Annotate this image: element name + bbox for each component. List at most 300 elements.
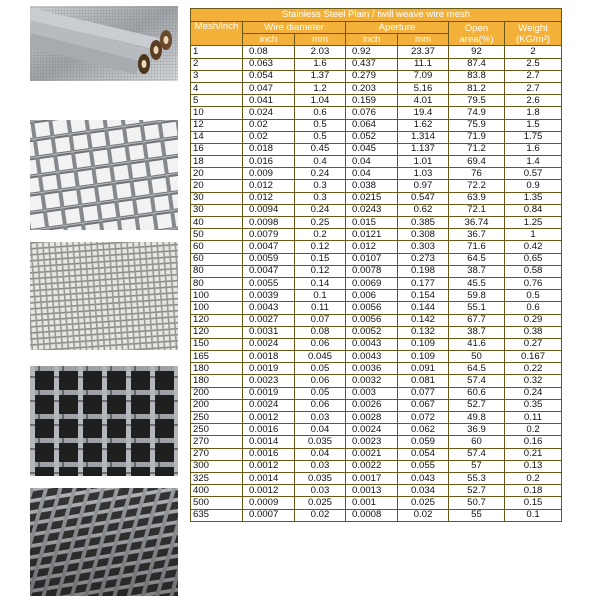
open-area-cell: 36.7 [449,229,505,241]
weight-cell: 0.11 [505,412,562,424]
wire-inch-cell: 0.054 [243,70,295,82]
table-row [191,70,562,82]
wire-inch-cell: 0.0031 [243,326,295,338]
aperture-inch-cell: 0.0008 [346,509,398,521]
wire-inch-cell: 0.08 [243,46,295,58]
open-area-cell: 74.9 [449,107,505,119]
aperture-inch-cell: 0.015 [346,217,398,229]
wire-inch-cell: 0.0012 [243,485,295,497]
aperture-inch-cell: 0.0032 [346,375,398,387]
wire-inch-cell: 0.0016 [243,448,295,460]
wire-inch-cell: 0.0059 [243,253,295,265]
rolls-of-wire-mesh-photo [30,6,178,81]
weight-cell: 2.7 [505,82,562,94]
open-area-cell: 87.4 [449,58,505,70]
table-title: Stainless Steel Plain / twill weave wire mesh [191,9,562,22]
open-area-cell: 38.7 [449,326,505,338]
mesh-cell: 250 [191,412,243,424]
aperture-mm-cell: 0.109 [398,338,449,350]
wire-inch-cell: 0.0024 [243,338,295,350]
weight-cell: 0.21 [505,448,562,460]
wire-inch-cell: 0.009 [243,168,295,180]
open-area-cell: 50 [449,351,505,363]
weight-cell: 0.32 [505,375,562,387]
mesh-cell: 180 [191,375,243,387]
mesh-cell: 10 [191,107,243,119]
aperture-mm-cell: 1.62 [398,119,449,131]
square-crimped-mesh-photo [30,366,178,476]
aperture-mm-cell: 11.1 [398,58,449,70]
wire-inch-cell: 0.0014 [243,472,295,484]
table-row [191,95,562,107]
weight-cell: 0.29 [505,314,562,326]
weight-cell: 0.22 [505,363,562,375]
weight-cell: 0.18 [505,485,562,497]
weight-cell: 0.5 [505,290,562,302]
weight-cell: 2.7 [505,70,562,82]
table-row [191,277,562,289]
table-row [191,399,562,411]
weight-cell: 1.6 [505,143,562,155]
aperture-inch-cell: 0.04 [346,168,398,180]
mesh-cell: 14 [191,131,243,143]
table-row [191,143,562,155]
weight-cell: 0.9 [505,180,562,192]
wire-mm-cell: 0.11 [295,302,346,314]
open-area-cell: 41.6 [449,338,505,350]
open-area-cell: 52.7 [449,399,505,411]
aperture-inch-cell: 0.0024 [346,424,398,436]
mesh-cell: 80 [191,277,243,289]
mesh-cell: 100 [191,290,243,302]
wire-mm-cell: 0.24 [295,204,346,216]
mesh-cell: 200 [191,387,243,399]
open-area-cell: 45.5 [449,277,505,289]
aperture-mm-cell: 0.62 [398,204,449,216]
aperture-mm-header: mm [398,34,449,46]
table-row [191,412,562,424]
mesh-cell: 100 [191,302,243,314]
aperture-inch-cell: 0.0243 [346,204,398,216]
open-area-cell: 52.7 [449,485,505,497]
table-row [191,192,562,204]
aperture-mm-cell: 0.273 [398,253,449,265]
aperture-mm-cell: 1.314 [398,131,449,143]
open-area-cell: 71.6 [449,241,505,253]
open-area-cell: 55.1 [449,302,505,314]
table-row [191,363,562,375]
aperture-mm-cell: 23.37 [398,46,449,58]
wire-mm-cell: 1.04 [295,95,346,107]
weight-cell: 0.76 [505,277,562,289]
open-area-cell: 69.4 [449,156,505,168]
table-row [191,217,562,229]
table-row [191,180,562,192]
aperture-mm-cell: 0.132 [398,326,449,338]
weight-cell: 0.27 [505,338,562,350]
wire-inch-cell: 0.02 [243,119,295,131]
table-row [191,448,562,460]
weight-cell: 0.2 [505,424,562,436]
open-area-cell: 64.5 [449,363,505,375]
aperture-inch-cell: 0.0107 [346,253,398,265]
aperture-inch-cell: 0.203 [346,82,398,94]
open-area-cell: 59.8 [449,290,505,302]
mesh-cell: 18 [191,156,243,168]
weight-cell: 0.42 [505,241,562,253]
open-area-cell: 79.5 [449,95,505,107]
aperture-inch-cell: 0.076 [346,107,398,119]
table-row [191,302,562,314]
table-row [191,168,562,180]
wire-inch-cell: 0.0009 [243,497,295,509]
mesh-cell: 50 [191,229,243,241]
aperture-inch-cell: 0.279 [346,70,398,82]
aperture-inch-cell: 0.0021 [346,448,398,460]
open-area-cell: 60.6 [449,387,505,399]
mesh-cell: 180 [191,363,243,375]
weight-cell: 0.57 [505,168,562,180]
aperture-inch-cell: 0.0052 [346,326,398,338]
open-area-cell: 72.2 [449,180,505,192]
mesh-cell: 80 [191,265,243,277]
mesh-cell: 270 [191,448,243,460]
wire-inch-cell: 0.0043 [243,302,295,314]
wire-inch-cell: 0.0016 [243,424,295,436]
wire-inch-cell: 0.012 [243,192,295,204]
weight-cell: 2.5 [505,58,562,70]
open-area-cell: 76 [449,168,505,180]
weight-cell: 1.4 [505,156,562,168]
weight-header-label: Weight (KG/m²) [515,22,551,45]
wire-inch-cell: 0.063 [243,58,295,70]
table-row [191,326,562,338]
aperture-mm-cell: 0.077 [398,387,449,399]
table-row [191,46,562,58]
table-row [191,253,562,265]
aperture-mm-cell: 4.01 [398,95,449,107]
aperture-mm-cell: 0.109 [398,351,449,363]
table-row [191,460,562,472]
wire-mm-cell: 1.2 [295,82,346,94]
mesh-cell: 4 [191,82,243,94]
weight-cell: 1 [505,229,562,241]
aperture-mm-cell: 0.067 [398,399,449,411]
open-area-header [449,22,505,46]
weight-cell: 0.35 [505,399,562,411]
wire-inch-cell: 0.0024 [243,399,295,411]
wire-mm-cell: 1.6 [295,58,346,70]
wire-mm-cell: 0.5 [295,131,346,143]
aperture-inch-cell: 0.0215 [346,192,398,204]
open-area-cell: 71.2 [449,143,505,155]
wire-mm-cell: 0.6 [295,107,346,119]
table-row [191,131,562,143]
aperture-mm-cell: 1.01 [398,156,449,168]
table-row [191,290,562,302]
open-area-cell: 81.2 [449,82,505,94]
wire-mm-cell: 0.45 [295,143,346,155]
wire-mm-cell: 0.025 [295,497,346,509]
aperture-mm-cell: 0.081 [398,375,449,387]
weight-cell: 0.58 [505,265,562,277]
aperture-mm-cell: 0.154 [398,290,449,302]
aperture-inch-cell: 0.0069 [346,277,398,289]
open-area-cell: 55.3 [449,472,505,484]
weight-cell: 0.15 [505,497,562,509]
mesh-cell: 120 [191,326,243,338]
aperture-mm-cell: 0.547 [398,192,449,204]
aperture-mm-cell: 0.177 [398,277,449,289]
table-row [191,387,562,399]
table-row [191,436,562,448]
open-area-cell: 60 [449,436,505,448]
aperture-inch-cell: 0.0056 [346,302,398,314]
table-body [191,46,562,521]
wire-mm-cell: 0.1 [295,290,346,302]
aperture-inch-header: inch [346,34,398,46]
wire-mm-cell: 0.07 [295,314,346,326]
table-row [191,375,562,387]
open-area-cell: 63.9 [449,192,505,204]
aperture-header: Aperture [346,22,449,34]
table-row [191,58,562,70]
wire-mm-cell: 0.05 [295,387,346,399]
wire-inch-cell: 0.0094 [243,204,295,216]
wire-mm-cell: 0.04 [295,424,346,436]
angled-woven-mesh-photo [30,488,178,596]
mesh-cell: 150 [191,338,243,350]
weight-cell: 0.84 [505,204,562,216]
open-area-cell: 83.8 [449,70,505,82]
aperture-inch-cell: 0.0013 [346,485,398,497]
aperture-inch-cell: 0.92 [346,46,398,58]
wire-inch-cell: 0.02 [243,131,295,143]
wire-mm-cell: 0.035 [295,472,346,484]
open-area-cell: 50.7 [449,497,505,509]
wire-inch-cell: 0.0098 [243,217,295,229]
wire-mm-cell: 0.5 [295,119,346,131]
aperture-mm-cell: 0.025 [398,497,449,509]
open-area-cell: 38.7 [449,265,505,277]
wire-inch-cell: 0.0079 [243,229,295,241]
mesh-cell: 60 [191,253,243,265]
weight-cell: 2.6 [505,95,562,107]
wire-inch-cell: 0.0039 [243,290,295,302]
table-row [191,424,562,436]
mesh-cell: 3 [191,70,243,82]
aperture-inch-cell: 0.045 [346,143,398,155]
open-area-cell: 72.1 [449,204,505,216]
aperture-inch-cell: 0.159 [346,95,398,107]
wire-mm-cell: 0.04 [295,448,346,460]
weight-cell: 0.13 [505,460,562,472]
open-area-cell: 92 [449,46,505,58]
aperture-inch-cell: 0.0043 [346,338,398,350]
wire-inch-cell: 0.024 [243,107,295,119]
weight-cell: 1.35 [505,192,562,204]
weight-cell: 0.16 [505,436,562,448]
wire-mm-cell: 0.3 [295,192,346,204]
open-area-cell: 57 [449,460,505,472]
open-area-cell: 55 [449,509,505,521]
table-row [191,472,562,484]
wire-mm-cell: 0.02 [295,509,346,521]
aperture-mm-cell: 0.043 [398,472,449,484]
aperture-inch-cell: 0.0121 [346,229,398,241]
wire-mesh-spec-table [190,8,562,522]
aperture-mm-cell: 0.385 [398,217,449,229]
aperture-inch-cell: 0.001 [346,497,398,509]
table-row [191,338,562,350]
wire-inch-cell: 0.016 [243,156,295,168]
wire-mm-cell: 0.03 [295,485,346,497]
mesh-cell: 120 [191,314,243,326]
aperture-inch-cell: 0.437 [346,58,398,70]
aperture-inch-cell: 0.006 [346,290,398,302]
wire-inch-cell: 0.0007 [243,509,295,521]
table-row [191,497,562,509]
wire-inch-header: inch [243,34,295,46]
wire-inch-cell: 0.0023 [243,375,295,387]
mesh-cell: 16 [191,143,243,155]
wire-mm-cell: 0.06 [295,399,346,411]
wire-mm-cell: 0.15 [295,253,346,265]
weight-cell: 0.2 [505,472,562,484]
open-area-cell: 49.8 [449,412,505,424]
open-area-cell: 71.9 [449,131,505,143]
wire-diameter-header: Wire diameter [243,22,346,34]
aperture-mm-cell: 19.4 [398,107,449,119]
mesh-cell: 12 [191,119,243,131]
wire-mm-cell: 0.03 [295,460,346,472]
mesh-cell: 20 [191,168,243,180]
weight-cell: 1.75 [505,131,562,143]
aperture-mm-cell: 0.059 [398,436,449,448]
weight-cell: 0.1 [505,509,562,521]
aperture-mm-cell: 0.055 [398,460,449,472]
wire-mm-cell: 0.25 [295,217,346,229]
open-area-cell: 64.5 [449,253,505,265]
aperture-inch-cell: 0.012 [346,241,398,253]
mesh-cell: 1 [191,46,243,58]
weight-cell: 0.65 [505,253,562,265]
wire-mm-cell: 0.12 [295,265,346,277]
mesh-cell: 300 [191,460,243,472]
aperture-mm-cell: 0.062 [398,424,449,436]
aperture-mm-cell: 0.034 [398,485,449,497]
wire-inch-cell: 0.0014 [243,436,295,448]
wire-inch-cell: 0.0055 [243,277,295,289]
wire-mm-cell: 0.14 [295,277,346,289]
table-row [191,82,562,94]
aperture-inch-cell: 0.0036 [346,363,398,375]
weight-cell: 0.167 [505,351,562,363]
wire-inch-cell: 0.0012 [243,460,295,472]
aperture-mm-cell: 0.091 [398,363,449,375]
table-row [191,119,562,131]
aperture-inch-cell: 0.0043 [346,351,398,363]
table-row [191,107,562,119]
aperture-inch-cell: 0.0023 [346,436,398,448]
table-row [191,509,562,521]
aperture-mm-cell: 0.02 [398,509,449,521]
open-area-cell: 75.9 [449,119,505,131]
wire-mm-cell: 0.08 [295,326,346,338]
wire-mm-cell: 0.4 [295,156,346,168]
aperture-mm-cell: 7.09 [398,70,449,82]
wire-inch-cell: 0.018 [243,143,295,155]
open-area-cell: 67.7 [449,314,505,326]
table-row [191,229,562,241]
mesh-cell: 200 [191,399,243,411]
aperture-mm-cell: 5.16 [398,82,449,94]
mesh-cell: 60 [191,241,243,253]
mesh-cell: 325 [191,472,243,484]
wire-mm-cell: 0.06 [295,338,346,350]
wire-inch-cell: 0.041 [243,95,295,107]
weight-header [505,22,562,46]
wire-inch-cell: 0.0047 [243,265,295,277]
aperture-inch-cell: 0.04 [346,156,398,168]
mesh-header: Mesh/inch [191,22,243,46]
wire-mm-cell: 1.37 [295,70,346,82]
mesh-cell: 40 [191,217,243,229]
wire-inch-cell: 0.012 [243,180,295,192]
aperture-mm-cell: 0.198 [398,265,449,277]
aperture-mm-cell: 0.142 [398,314,449,326]
aperture-mm-cell: 0.97 [398,180,449,192]
table-row [191,156,562,168]
aperture-inch-cell: 0.038 [346,180,398,192]
aperture-mm-cell: 0.144 [398,302,449,314]
aperture-mm-cell: 0.054 [398,448,449,460]
aperture-mm-cell: 1.03 [398,168,449,180]
weight-cell: 0.24 [505,387,562,399]
aperture-inch-cell: 0.0017 [346,472,398,484]
aperture-mm-cell: 0.303 [398,241,449,253]
wire-mm-cell: 0.05 [295,363,346,375]
wire-mm-cell: 0.035 [295,436,346,448]
coarse-woven-mesh-photo [30,120,178,230]
wire-mm-cell: 0.12 [295,241,346,253]
aperture-inch-cell: 0.0028 [346,412,398,424]
table-row [191,241,562,253]
open-area-cell: 36.9 [449,424,505,436]
aperture-inch-cell: 0.0056 [346,314,398,326]
table-row [191,265,562,277]
wire-inch-cell: 0.0018 [243,351,295,363]
wire-inch-cell: 0.0019 [243,387,295,399]
mesh-cell: 2 [191,58,243,70]
wire-inch-cell: 0.0019 [243,363,295,375]
mesh-cell: 400 [191,485,243,497]
weight-cell: 1.5 [505,119,562,131]
wire-inch-cell: 0.0047 [243,241,295,253]
aperture-inch-cell: 0.052 [346,131,398,143]
mesh-cell: 270 [191,436,243,448]
open-area-cell: 57.4 [449,448,505,460]
weight-cell: 1.25 [505,217,562,229]
mesh-cell: 30 [191,204,243,216]
table-row [191,314,562,326]
open-area-header-label: Open area(%) [459,22,494,45]
mesh-cell: 250 [191,424,243,436]
aperture-mm-cell: 1.137 [398,143,449,155]
mesh-cell: 20 [191,180,243,192]
aperture-mm-cell: 0.072 [398,412,449,424]
wire-mm-cell: 0.06 [295,375,346,387]
